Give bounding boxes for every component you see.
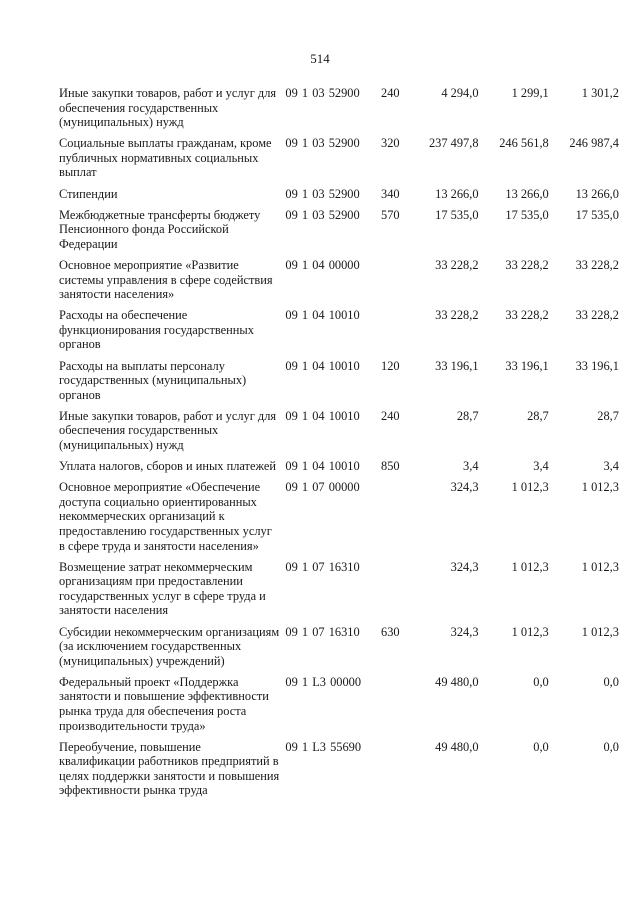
row-name: Субсидии некоммерческим организациям (за исключением государственных (муниципальных) учреждений) [59, 624, 280, 668]
row-name: Межбюджетные трансферты бюджету Пенсионного фонда Российской Федерации [59, 207, 261, 251]
row-value-3: 17 535,0 [575, 207, 619, 222]
row-name: Переобучение, повышение квалификации работников предприятий в целях поддержки занятости и повышения эффективности рынка труда [59, 739, 280, 798]
row-value-2: 0,0 [533, 674, 549, 689]
row-value-3: 1 301,2 [581, 86, 619, 100]
row-name: Уплата налогов, сборов и иных платежей [59, 459, 277, 474]
row-expense-type: 240 [381, 408, 400, 423]
row-value-1: 324,3 [450, 559, 479, 574]
row-value-2: 0,0 [533, 739, 549, 754]
row-value-3: 28,7 [597, 408, 619, 423]
row-value-1: 324,3 [450, 480, 479, 495]
row-value-1: 49 480,0 [435, 674, 479, 689]
row-value-2: 1 299,1 [511, 86, 549, 100]
page-number: 514 [310, 51, 330, 66]
row-value-3: 33 196,1 [575, 358, 619, 373]
row-value-2: 17 535,0 [505, 207, 549, 222]
row-name: Федеральный проект «Поддержка занятости и повышение эффективности рынка труда для обеспечения роста производительности труда» [59, 674, 269, 733]
row-value-3: 1 012,3 [581, 559, 619, 574]
table-row [59, 459, 619, 474]
row-expense-type: 570 [381, 207, 400, 222]
row-value-1: 4 294,0 [441, 86, 479, 100]
row-value-3: 13 266,0 [575, 186, 619, 201]
table-row [59, 258, 619, 302]
row-value-2: 3,4 [533, 459, 549, 474]
row-code: 09 1 03 52900 [285, 86, 360, 100]
table-row [59, 625, 619, 669]
row-value-1: 237 497,8 [428, 136, 479, 151]
row-value-3: 0,0 [603, 674, 619, 689]
row-value-2: 1 012,3 [511, 480, 549, 495]
row-code: 09 1 04 10010 [285, 459, 360, 474]
row-value-3: 3,4 [603, 459, 619, 474]
row-value-1: 17 535,0 [435, 207, 479, 222]
row-value-2: 13 266,0 [505, 186, 549, 201]
row-code: 09 1 03 52900 [285, 207, 360, 222]
table-row [59, 208, 619, 252]
table-row [59, 480, 619, 553]
row-value-1: 28,7 [456, 408, 479, 423]
row-name: Расходы на выплаты персоналу государственных (муниципальных) органов [59, 358, 247, 402]
row-code: 09 1 L3 55690 [285, 739, 362, 754]
row-value-1: 3,4 [463, 459, 479, 474]
table-row [59, 359, 619, 403]
row-code: 09 1 04 00000 [285, 257, 360, 272]
row-expense-type: 320 [381, 136, 400, 151]
row-name: Иные закупки товаров, работ и услуг для обеспечения государственных (муниципальных) нужд [59, 86, 277, 130]
row-value-3: 0,0 [603, 739, 619, 754]
row-value-2: 33 196,1 [505, 358, 549, 373]
table-row [59, 86, 619, 130]
row-value-3: 33 228,2 [575, 257, 619, 272]
row-name: Основное мероприятие «Обеспечение доступа социально ориентированных некоммерческих организаций к предоставлению государственных услуг в сфере труда и занятости населения» [59, 480, 272, 553]
row-value-3: 1 012,3 [581, 624, 619, 639]
table-row [59, 136, 619, 180]
row-name: Социальные выплаты гражданам, кроме публичных нормативных социальных выплат [59, 136, 272, 180]
row-value-1: 33 228,2 [435, 257, 479, 272]
row-code: 09 1 07 16310 [285, 624, 360, 639]
row-code: 09 1 04 10010 [285, 358, 360, 373]
budget-table [59, 86, 619, 805]
row-value-2: 246 561,8 [499, 136, 549, 151]
row-value-3: 33 228,2 [575, 308, 619, 323]
row-name: Иные закупки товаров, работ и услуг для обеспечения государственных (муниципальных) нужд [59, 408, 277, 452]
row-expense-type: 340 [381, 186, 400, 201]
row-value-1: 33 228,2 [435, 308, 479, 323]
row-value-2: 1 012,3 [511, 559, 549, 574]
row-value-2: 1 012,3 [511, 624, 549, 639]
row-expense-type: 240 [381, 86, 400, 100]
row-name: Возмещение затрат некоммерческим организациям при предоставлении государственных услуг в сфере труда и занятости населения [59, 559, 266, 618]
row-code: 09 1 03 52900 [285, 186, 360, 201]
row-expense-type: 630 [381, 624, 400, 639]
row-code: 09 1 03 52900 [285, 136, 360, 151]
row-value-3: 1 012,3 [581, 480, 619, 495]
row-code: 09 1 04 10010 [285, 408, 360, 423]
row-value-1: 33 196,1 [435, 358, 479, 373]
row-code: 09 1 04 10010 [285, 308, 360, 323]
row-value-1: 324,3 [450, 624, 479, 639]
row-value-2: 33 228,2 [505, 257, 549, 272]
row-code: 09 1 L3 00000 [285, 674, 362, 689]
table-row [59, 187, 619, 202]
row-name: Расходы на обеспечение функционирования государственных органов [59, 308, 254, 352]
row-code: 09 1 07 00000 [285, 480, 360, 495]
table-row [59, 560, 619, 618]
row-code: 09 1 07 16310 [285, 559, 360, 574]
table-row [59, 740, 619, 798]
row-value-2: 33 228,2 [505, 308, 549, 323]
row-name: Стипендии [59, 186, 118, 201]
row-expense-type: 850 [381, 459, 400, 474]
row-value-2: 28,7 [527, 408, 549, 423]
table-row [59, 409, 619, 453]
row-expense-type: 120 [381, 358, 400, 373]
table-row [59, 308, 619, 352]
table-row [59, 675, 619, 733]
row-value-3: 246 987,4 [569, 136, 619, 151]
row-value-1: 49 480,0 [435, 739, 479, 754]
row-name: Основное мероприятие «Развитие системы управления в сфере содействия занятости населения» [59, 257, 273, 302]
row-value-1: 13 266,0 [435, 186, 479, 201]
